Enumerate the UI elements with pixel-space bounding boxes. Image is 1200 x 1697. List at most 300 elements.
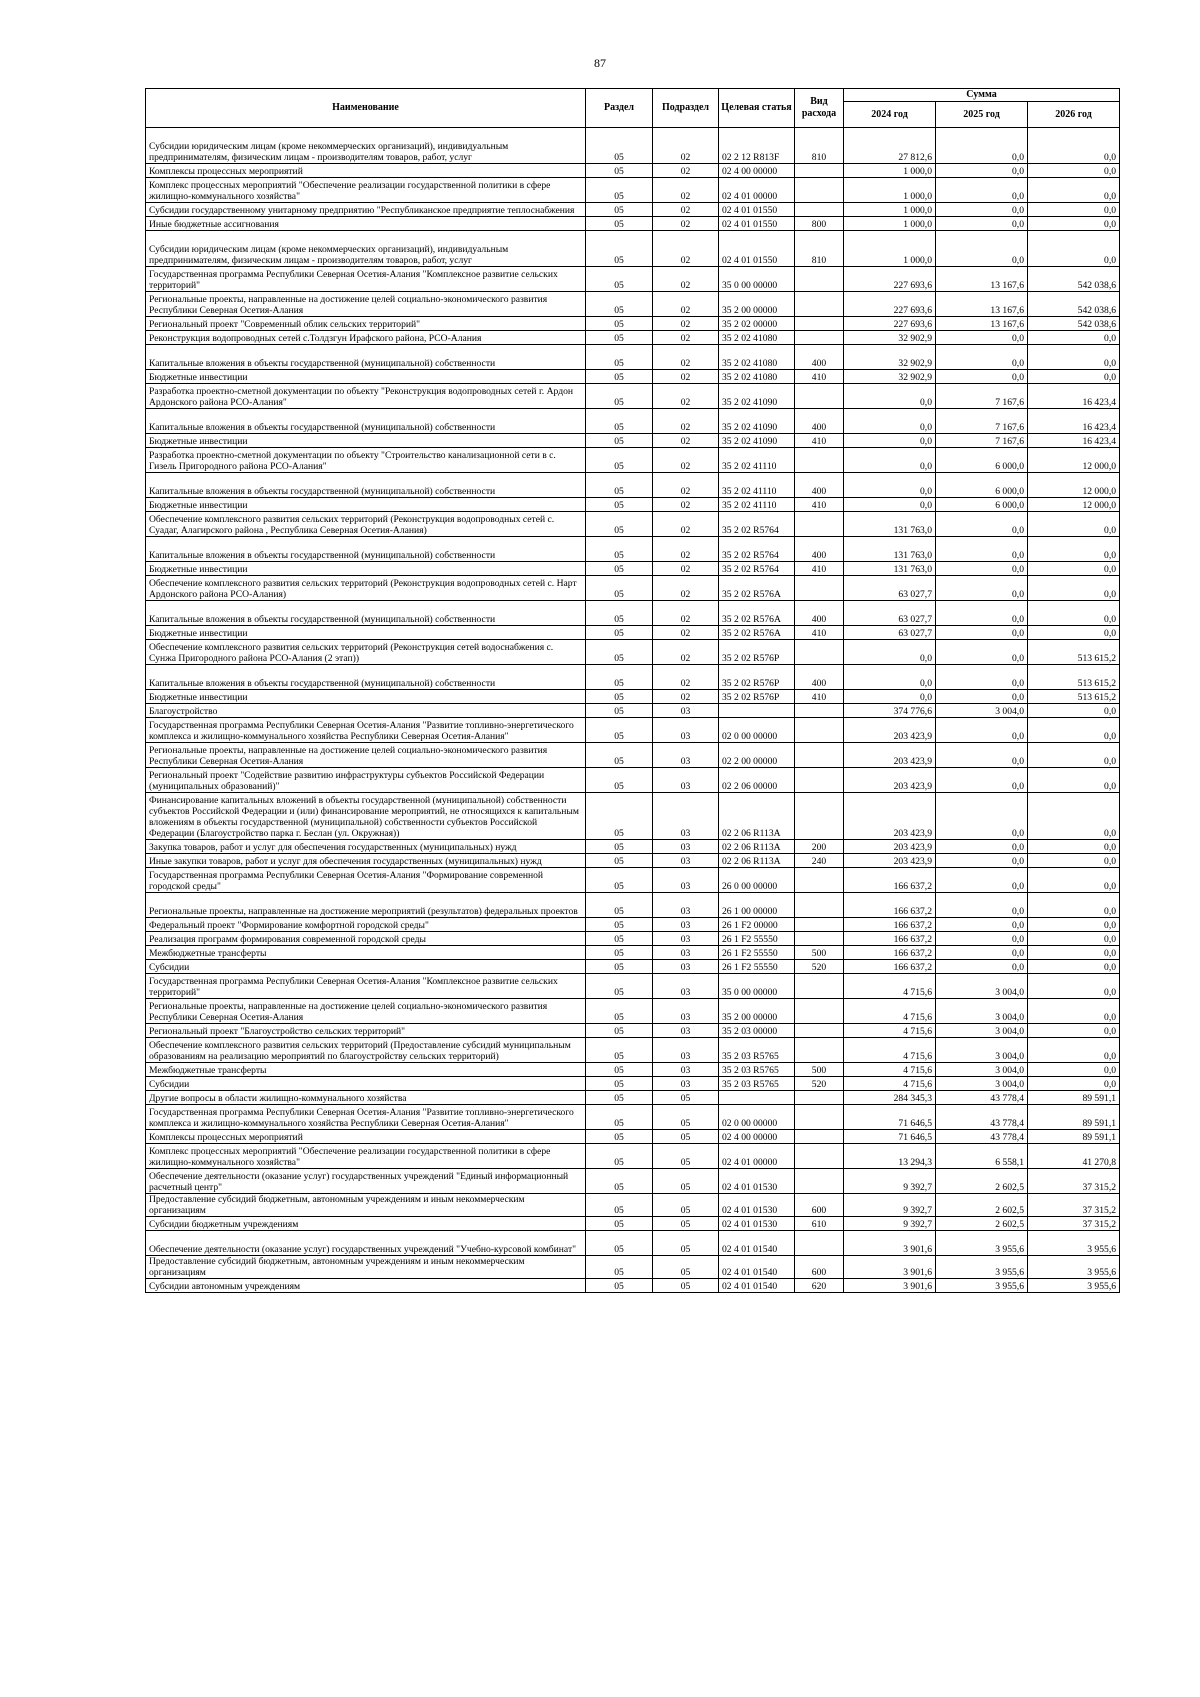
row-subsection: 05 [653,1105,719,1130]
row-2024: 203 423,9 [844,840,936,854]
row-section: 05 [586,434,653,448]
table-row [146,562,1120,576]
table-row [146,1130,1120,1144]
row-2026: 0,0 [1028,164,1120,178]
budget-table [145,88,1120,1293]
row-2025: 3 004,0 [936,1038,1028,1063]
table-row [146,1169,1120,1194]
row-2024: 4 715,6 [844,999,936,1024]
row-type: 600 [795,1194,844,1217]
row-target: 02 2 12 R813F [719,128,795,164]
row-2026: 0,0 [1028,178,1120,203]
row-2026: 0,0 [1028,626,1120,640]
row-section: 05 [586,601,653,626]
row-2026: 0,0 [1028,562,1120,576]
row-section: 05 [586,640,653,665]
table-row [146,704,1120,718]
row-2025: 0,0 [936,331,1028,345]
row-target: 02 0 00 00000 [719,718,795,743]
row-section: 05 [586,231,653,267]
row-2025: 0,0 [936,164,1028,178]
row-2026: 16 423,4 [1028,384,1120,409]
table-row [146,665,1120,690]
row-2025: 0,0 [936,128,1028,164]
row-type: 810 [795,128,844,164]
row-2026: 16 423,4 [1028,434,1120,448]
row-name: Бюджетные инвестиции [146,690,586,704]
row-name: Обеспечение комплексного развития сельских территорий (Предоставление субсидий муниципальным образованиям на реализацию мероприятий по благоустройству сельских территорий) [146,1038,586,1063]
row-name: Комплекс процессных мероприятий "Обеспечение реализации государственной политики в сфере жилищно-коммунального хозяйства" [146,1144,586,1169]
row-type: 620 [795,1279,844,1293]
row-2026: 0,0 [1028,1038,1120,1063]
row-2026: 542 038,6 [1028,317,1120,331]
row-2026: 542 038,6 [1028,292,1120,317]
row-2026: 0,0 [1028,231,1120,267]
header-sum: Сумма [844,89,1120,102]
row-type: 500 [795,1063,844,1077]
row-2025: 0,0 [936,665,1028,690]
row-target: 02 4 01 00000 [719,1144,795,1169]
table-row [146,999,1120,1024]
row-name: Комплекс процессных мероприятий "Обеспечение реализации государственной политики в сфере жилищно-коммунального хозяйства" [146,178,586,203]
row-2025: 7 167,6 [936,434,1028,448]
row-2026: 12 000,0 [1028,473,1120,498]
row-type [795,793,844,840]
row-name: Региональные проекты, направленные на достижение целей социально-экономического развития Республики Северная Осетия-Алания [146,999,586,1024]
row-target: 35 2 02 41110 [719,473,795,498]
row-subsection: 05 [653,1169,719,1194]
table-row [146,1063,1120,1077]
row-target: 35 2 02 R576P [719,640,795,665]
row-2024: 32 902,9 [844,345,936,370]
row-name: Региональный проект "Современный облик сельских территорий" [146,317,586,331]
row-target: 35 2 02 41090 [719,434,795,448]
row-2025: 6 000,0 [936,498,1028,512]
row-subsection: 05 [653,1217,719,1231]
table-row [146,743,1120,768]
row-2025: 0,0 [936,690,1028,704]
row-name: Предоставление субсидий бюджетным, автономным учреждениям и иным некоммерческим организациям [146,1256,586,1279]
row-2026: 89 591,1 [1028,1105,1120,1130]
row-2025: 2 602,5 [936,1217,1028,1231]
row-name: Обеспечение деятельности (оказание услуг) государственных учреждений "Учебно-курсовой комбинат" [146,1231,586,1256]
row-type: 410 [795,498,844,512]
row-section: 05 [586,345,653,370]
table-row [146,331,1120,345]
table-row [146,267,1120,292]
row-type: 500 [795,946,844,960]
row-2025: 0,0 [936,537,1028,562]
row-2025: 0,0 [936,601,1028,626]
row-name: Капитальные вложения в объекты государственной (муниципальной) собственности [146,345,586,370]
row-type [795,1091,844,1105]
row-2025: 2 602,5 [936,1169,1028,1194]
row-name: Субсидии автономным учреждениям [146,1279,586,1293]
row-type: 410 [795,370,844,384]
table-row [146,1077,1120,1091]
row-section: 05 [586,217,653,231]
row-section: 05 [586,1217,653,1231]
row-type: 400 [795,409,844,434]
header-type: Вид расхода [795,89,844,128]
row-name: Финансирование капитальных вложений в объекты государственной (муниципальной) собственности субъектов Российской Федерации и (или) финансирование мероприятий, не относящихся к капитальным вложениям в объекты государственной (муниципальной) собственности субъектов Российской Федерации (Благоустройство парка г. Беслан (ул. Окружная)) [146,793,586,840]
row-target: 35 2 02 R576A [719,576,795,601]
row-target: 02 2 06 00000 [719,768,795,793]
row-2026: 3 955,6 [1028,1231,1120,1256]
row-section: 05 [586,793,653,840]
table-row [146,840,1120,854]
row-2026: 0,0 [1028,718,1120,743]
row-2026: 0,0 [1028,960,1120,974]
row-2025: 0,0 [936,345,1028,370]
row-2024: 4 715,6 [844,1024,936,1038]
row-section: 05 [586,1130,653,1144]
row-2024: 0,0 [844,640,936,665]
row-2024: 13 294,3 [844,1144,936,1169]
row-name: Региональный проект "Благоустройство сельских территорий" [146,1024,586,1038]
row-2025: 6 000,0 [936,448,1028,473]
table-row [146,1217,1120,1231]
row-subsection: 05 [653,1130,719,1144]
table-row [146,626,1120,640]
row-section: 05 [586,704,653,718]
row-section: 05 [586,868,653,893]
row-subsection: 02 [653,267,719,292]
row-section: 05 [586,1256,653,1279]
row-name: Другие вопросы в области жилищно-коммунального хозяйства [146,1091,586,1105]
row-2026: 0,0 [1028,918,1120,932]
row-target: 26 0 00 00000 [719,868,795,893]
row-2025: 0,0 [936,868,1028,893]
row-2024: 374 776,6 [844,704,936,718]
row-subsection: 03 [653,918,719,932]
row-type [795,292,844,317]
row-name: Бюджетные инвестиции [146,626,586,640]
row-2026: 0,0 [1028,840,1120,854]
row-type [795,384,844,409]
row-target: 35 2 02 41090 [719,409,795,434]
row-type [795,512,844,537]
row-section: 05 [586,1105,653,1130]
row-2024: 0,0 [844,409,936,434]
row-2025: 7 167,6 [936,384,1028,409]
row-subsection: 02 [653,498,719,512]
row-2025: 0,0 [936,932,1028,946]
row-type: 410 [795,626,844,640]
row-target: 35 0 00 00000 [719,267,795,292]
row-target: 02 4 01 01540 [719,1279,795,1293]
row-name: Государственная программа Республики Северная Осетия-Алания "Формирование современной городской среды" [146,868,586,893]
row-section: 05 [586,409,653,434]
table-row [146,793,1120,840]
row-2025: 0,0 [936,562,1028,576]
row-2025: 0,0 [936,576,1028,601]
row-2024: 0,0 [844,448,936,473]
row-2025: 0,0 [936,512,1028,537]
row-2024: 71 646,5 [844,1105,936,1130]
table-row [146,345,1120,370]
row-name: Субсидии [146,960,586,974]
header-subsection: Подраздел [653,89,719,128]
row-subsection: 03 [653,718,719,743]
table-row [146,473,1120,498]
row-2025: 0,0 [936,231,1028,267]
row-type [795,704,844,718]
table-row [146,434,1120,448]
row-2024: 203 423,9 [844,793,936,840]
row-subsection: 03 [653,743,719,768]
row-subsection: 05 [653,1194,719,1217]
row-name: Субсидии бюджетным учреждениям [146,1217,586,1231]
row-2026: 0,0 [1028,601,1120,626]
table-row [146,384,1120,409]
row-subsection: 03 [653,868,719,893]
row-2025: 0,0 [936,178,1028,203]
row-2026: 0,0 [1028,331,1120,345]
row-2024: 63 027,7 [844,626,936,640]
table-row [146,576,1120,601]
row-2025: 3 955,6 [936,1279,1028,1293]
row-2026: 0,0 [1028,974,1120,999]
row-2025: 13 167,6 [936,292,1028,317]
row-2024: 4 715,6 [844,1038,936,1063]
table-row [146,231,1120,267]
row-subsection: 02 [653,537,719,562]
row-type [795,974,844,999]
row-2025: 3 955,6 [936,1256,1028,1279]
row-2025: 13 167,6 [936,317,1028,331]
row-target: 02 0 00 00000 [719,1105,795,1130]
row-target: 35 2 02 R576P [719,690,795,704]
table-row [146,1038,1120,1063]
row-2024: 3 901,6 [844,1279,936,1293]
row-2025: 0,0 [936,893,1028,918]
row-target: 35 2 02 R576A [719,626,795,640]
row-name: Обеспечение комплексного развития сельских территорий (Реконструкция сетей водоснабжения с. Сунжа Пригородного района РСО-Алания (2 этап)) [146,640,586,665]
row-2024: 166 637,2 [844,918,936,932]
row-target: 02 4 00 00000 [719,164,795,178]
row-target: 02 4 01 01530 [719,1194,795,1217]
header-name: Наименование [146,89,586,128]
row-section: 05 [586,840,653,854]
table-row [146,918,1120,932]
row-2026: 89 591,1 [1028,1130,1120,1144]
row-2024: 9 392,7 [844,1217,936,1231]
row-type [795,203,844,217]
row-target: 26 1 F2 00000 [719,918,795,932]
row-name: Государственная программа Республики Северная Осетия-Алания "Комплексное развитие сельских территорий" [146,267,586,292]
row-subsection: 02 [653,317,719,331]
row-subsection: 02 [653,203,719,217]
row-type [795,267,844,292]
table-row [146,537,1120,562]
row-2026: 0,0 [1028,576,1120,601]
row-2026: 0,0 [1028,1063,1120,1077]
row-type [795,918,844,932]
row-subsection: 03 [653,974,719,999]
row-2024: 4 715,6 [844,1063,936,1077]
row-section: 05 [586,370,653,384]
row-type [795,164,844,178]
row-2026: 0,0 [1028,854,1120,868]
row-subsection: 03 [653,840,719,854]
row-section: 05 [586,1038,653,1063]
row-2025: 0,0 [936,626,1028,640]
row-2025: 3 004,0 [936,999,1028,1024]
row-section: 05 [586,448,653,473]
row-type [795,768,844,793]
row-2024: 4 715,6 [844,1077,936,1091]
row-name: Бюджетные инвестиции [146,498,586,512]
row-target: 35 2 03 R5765 [719,1077,795,1091]
row-type [795,1024,844,1038]
row-name: Бюджетные инвестиции [146,434,586,448]
row-subsection: 03 [653,1038,719,1063]
row-name: Межбюджетные трансферты [146,946,586,960]
row-type: 520 [795,960,844,974]
row-name: Субсидии юридическим лицам (кроме некоммерческих организаций), индивидуальным предпринимателям, физическим лицам - производителям товаров, работ, услуг [146,231,586,267]
row-subsection: 03 [653,1077,719,1091]
row-target: 35 2 02 41080 [719,331,795,345]
row-target: 02 4 01 01550 [719,203,795,217]
row-2024: 227 693,6 [844,267,936,292]
row-type: 410 [795,690,844,704]
row-type [795,331,844,345]
row-2024: 131 763,0 [844,562,936,576]
row-2024: 32 902,9 [844,331,936,345]
row-2026: 12 000,0 [1028,448,1120,473]
row-2025: 0,0 [936,840,1028,854]
row-2026: 0,0 [1028,1024,1120,1038]
row-2026: 513 615,2 [1028,690,1120,704]
row-2024: 1 000,0 [844,217,936,231]
row-name: Иные бюджетные ассигнования [146,217,586,231]
row-subsection: 03 [653,932,719,946]
row-2026: 12 000,0 [1028,498,1120,512]
header-2026: 2026 год [1028,102,1120,128]
row-section: 05 [586,178,653,203]
row-name: Обеспечение комплексного развития сельских территорий (Реконструкция водопроводных сетей с. Суадаг, Алагирского района , Республика Северная Осетия-Алания) [146,512,586,537]
row-subsection: 02 [653,384,719,409]
row-2025: 0,0 [936,768,1028,793]
row-2024: 0,0 [844,384,936,409]
row-target: 02 4 01 01550 [719,231,795,267]
table-row [146,868,1120,893]
row-section: 05 [586,203,653,217]
row-type [795,317,844,331]
row-type: 520 [795,1077,844,1091]
row-section: 05 [586,743,653,768]
row-2026: 0,0 [1028,203,1120,217]
row-2024: 0,0 [844,473,936,498]
row-section: 05 [586,292,653,317]
row-section: 05 [586,1279,653,1293]
row-section: 05 [586,576,653,601]
row-target: 02 4 01 00000 [719,178,795,203]
row-name: Субсидии [146,1077,586,1091]
row-type [795,743,844,768]
row-subsection: 02 [653,164,719,178]
row-2025: 3 004,0 [936,1063,1028,1077]
table-row [146,203,1120,217]
row-2026: 0,0 [1028,932,1120,946]
row-section: 05 [586,473,653,498]
row-2024: 166 637,2 [844,868,936,893]
row-subsection: 03 [653,1063,719,1077]
row-type: 400 [795,537,844,562]
row-target: 35 2 00 00000 [719,292,795,317]
row-name: Региональные проекты, направленные на достижение целей социально-экономического развития Республики Северная Осетия-Алания [146,743,586,768]
row-type: 410 [795,434,844,448]
row-2024: 32 902,9 [844,370,936,384]
row-type [795,718,844,743]
row-2024: 131 763,0 [844,537,936,562]
row-target: 35 2 00 00000 [719,999,795,1024]
row-type [795,1169,844,1194]
row-target: 35 2 02 41080 [719,370,795,384]
row-type [795,640,844,665]
table-header [146,89,1120,128]
row-name: Региональные проекты, направленные на достижение мероприятий (результатов) федеральных проектов [146,893,586,918]
table-row [146,768,1120,793]
row-section: 05 [586,128,653,164]
row-2026: 0,0 [1028,217,1120,231]
row-section: 05 [586,918,653,932]
table-row [146,178,1120,203]
row-name: Капитальные вложения в объекты государственной (муниципальной) собственности [146,665,586,690]
row-name: Государственная программа Республики Северная Осетия-Алания "Развитие топливно-энергетического комплекса и жилищно-коммунального хозяйства Республики Северная Осетия-Алания" [146,1105,586,1130]
row-type: 410 [795,562,844,576]
table-row [146,974,1120,999]
row-2025: 0,0 [936,946,1028,960]
row-2026: 41 270,8 [1028,1144,1120,1169]
row-2024: 1 000,0 [844,231,936,267]
row-2025: 43 778,4 [936,1091,1028,1105]
row-2025: 0,0 [936,370,1028,384]
row-target [719,1091,795,1105]
row-2024: 203 423,9 [844,768,936,793]
row-name: Капитальные вложения в объекты государственной (муниципальной) собственности [146,601,586,626]
row-2025: 3 004,0 [936,704,1028,718]
row-name: Реконструкция водопроводных сетей с.Толдзгун Ирафского района, РСО-Алания [146,331,586,345]
row-2024: 227 693,6 [844,292,936,317]
row-target: 02 2 06 R113A [719,793,795,840]
row-2025: 0,0 [936,718,1028,743]
row-subsection: 03 [653,999,719,1024]
row-target: 02 2 00 00000 [719,743,795,768]
row-section: 05 [586,960,653,974]
row-type [795,1038,844,1063]
row-target: 35 2 03 R5765 [719,1063,795,1077]
row-2024: 166 637,2 [844,960,936,974]
row-subsection: 02 [653,331,719,345]
row-target: 35 2 02 R576P [719,665,795,690]
row-2025: 43 778,4 [936,1130,1028,1144]
row-2024: 131 763,0 [844,512,936,537]
row-target: 02 4 00 00000 [719,1130,795,1144]
row-subsection: 02 [653,512,719,537]
row-name: Иные закупки товаров, работ и услуг для обеспечения государственных (муниципальных) нужд [146,854,586,868]
row-2024: 0,0 [844,665,936,690]
row-name: Бюджетные инвестиции [146,562,586,576]
table-row [146,1194,1120,1217]
row-type [795,448,844,473]
table-row [146,1279,1120,1293]
row-2025: 0,0 [936,640,1028,665]
row-2024: 63 027,7 [844,576,936,601]
row-type [795,178,844,203]
table-row [146,893,1120,918]
